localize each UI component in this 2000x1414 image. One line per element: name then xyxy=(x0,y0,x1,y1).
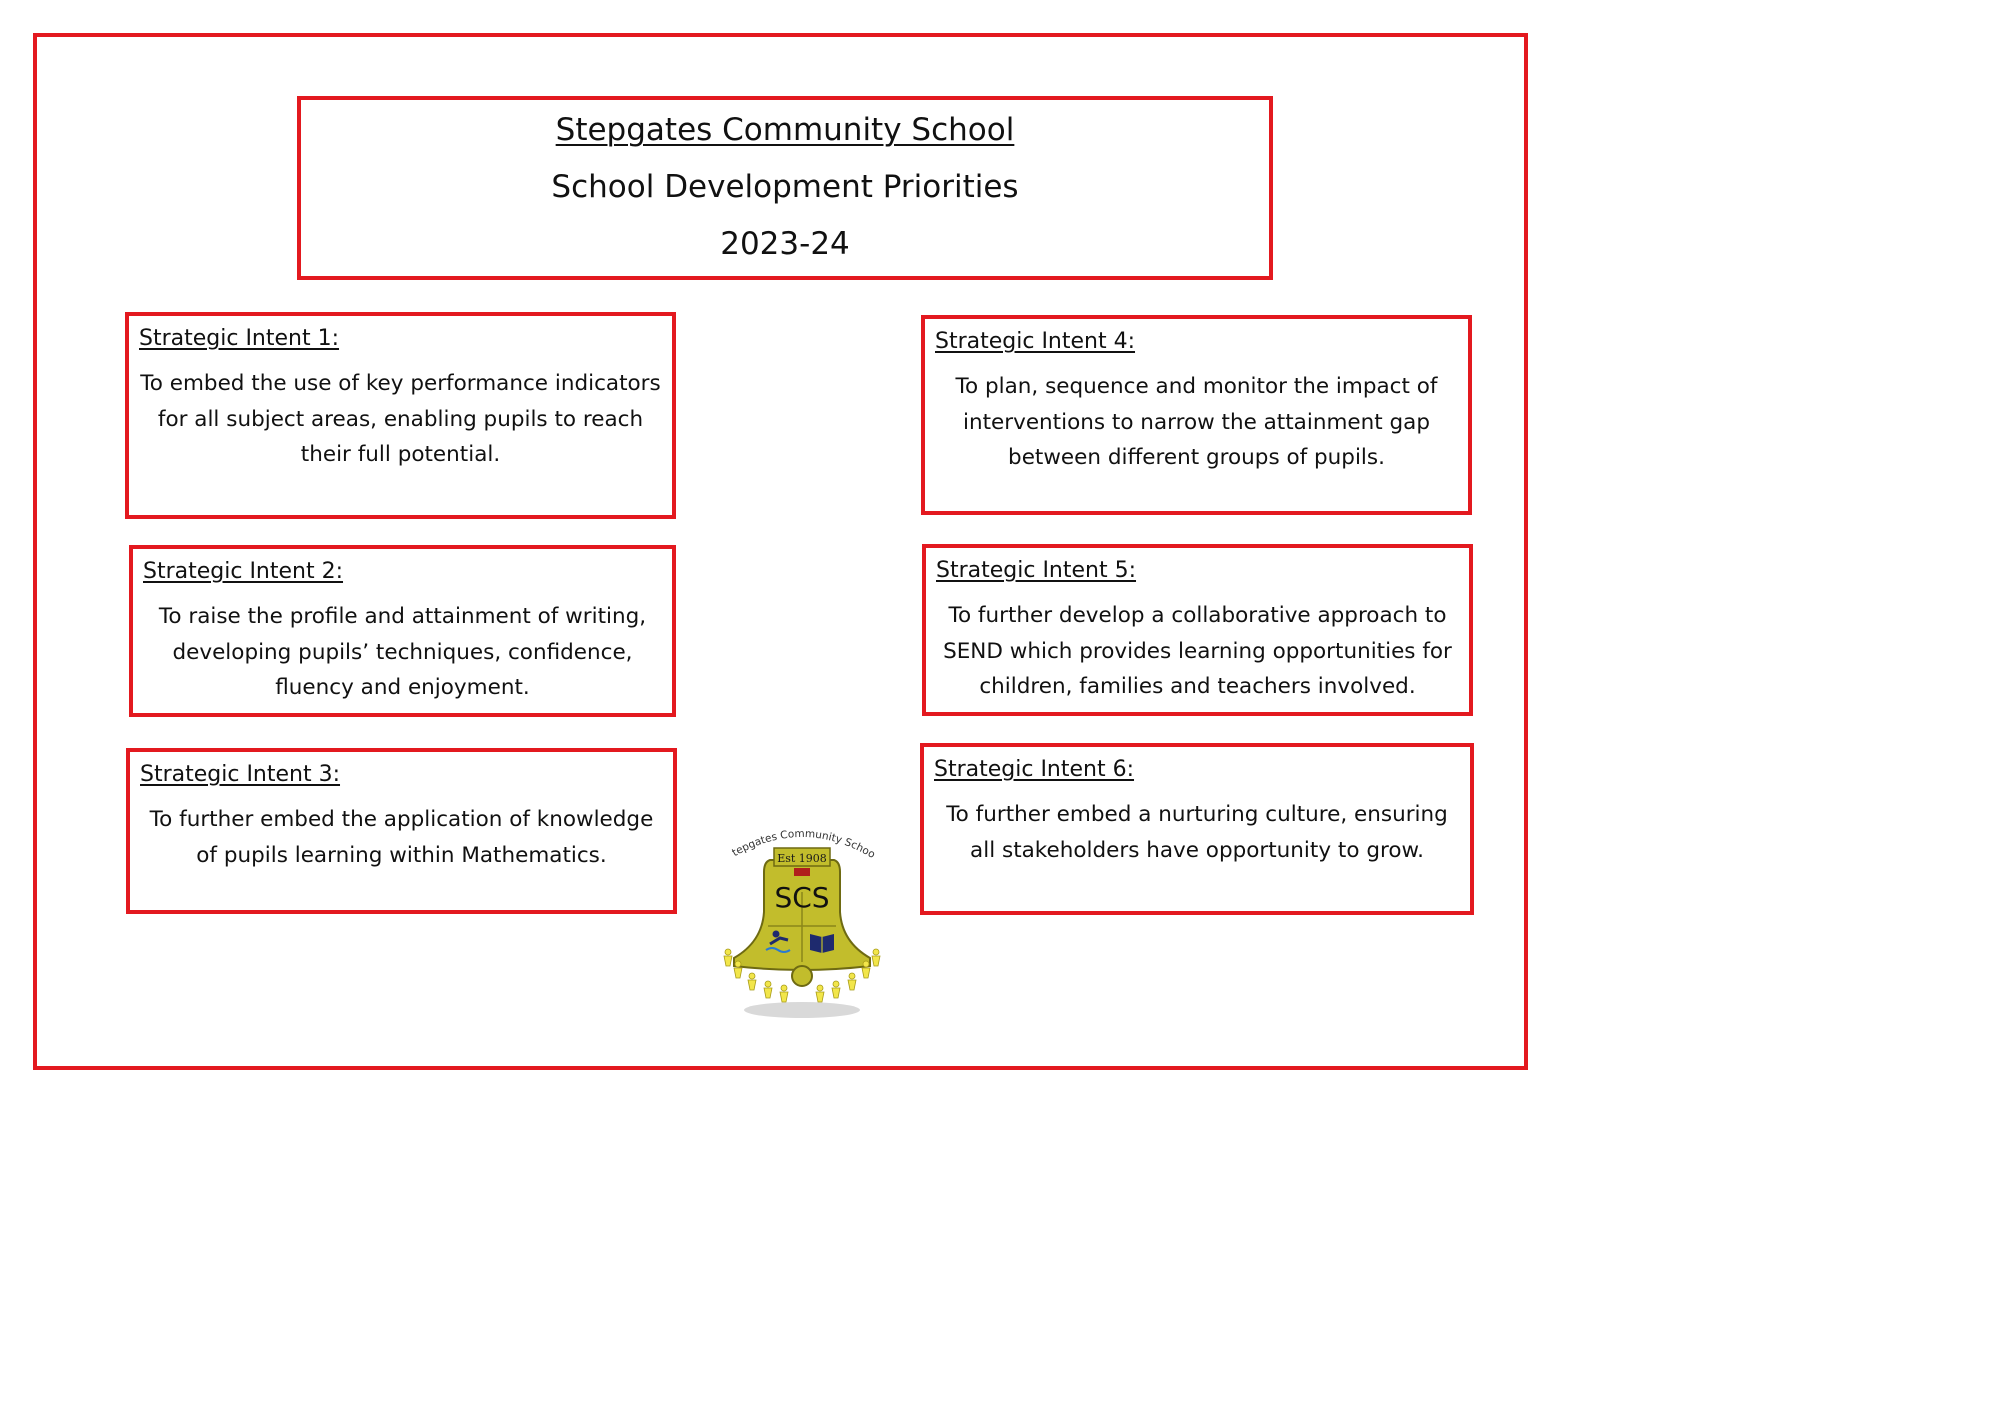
strategic-intent-3-box xyxy=(126,748,677,914)
strategic-intent-6-box xyxy=(920,743,1474,915)
strategic-intent-5-box xyxy=(922,544,1473,716)
strategic-intent-heading: Strategic Intent 6: xyxy=(934,757,1135,782)
strategic-intent-heading: Strategic Intent 4: xyxy=(935,329,1136,354)
strategic-intent-2-box xyxy=(129,545,676,717)
document-subtitle: School Development Priorities xyxy=(551,169,1019,205)
strategic-intent-text: To raise the profile and attainment of writing, developing pupils’ techniques, confidence, fluency and enjoyment. xyxy=(158,604,647,700)
strategic-intent-heading: Strategic Intent 2: xyxy=(143,559,344,584)
school-name: Stepgates Community School xyxy=(555,112,1015,148)
strategic-intent-text: To further develop a collaborative approach to SEND which provides learning opportunities for children, families and teachers involved. xyxy=(943,603,1452,699)
school-crest-icon xyxy=(712,822,892,1022)
strategic-intent-4-box xyxy=(921,315,1472,515)
title-box xyxy=(297,96,1273,280)
strategic-intent-text: To further embed the application of knowledge of pupils learning within Mathematics. xyxy=(149,807,654,868)
strategic-intent-text: To plan, sequence and monitor the impact of interventions to narrow the attainment gap between different groups of pupils. xyxy=(955,374,1438,470)
strategic-intent-1-box xyxy=(125,312,676,519)
strategic-intent-heading: Strategic Intent 5: xyxy=(936,558,1137,583)
strategic-intent-text: To embed the use of key performance indicators for all subject areas, enabling pupils to reach their full potential. xyxy=(140,371,661,467)
logo-est-text: Est 1908 xyxy=(777,852,827,865)
school-logo xyxy=(712,822,892,1022)
academic-year: 2023-24 xyxy=(720,226,850,262)
logo-initials: SCS xyxy=(774,881,830,914)
strategic-intent-text: To further embed a nurturing culture, ensuring all stakeholders have opportunity to grow. xyxy=(946,802,1448,863)
logo-arc-text: tepgates Community Schoo xyxy=(730,827,878,862)
strategic-intent-heading: Strategic Intent 1: xyxy=(139,326,340,351)
strategic-intent-heading: Strategic Intent 3: xyxy=(140,762,341,787)
